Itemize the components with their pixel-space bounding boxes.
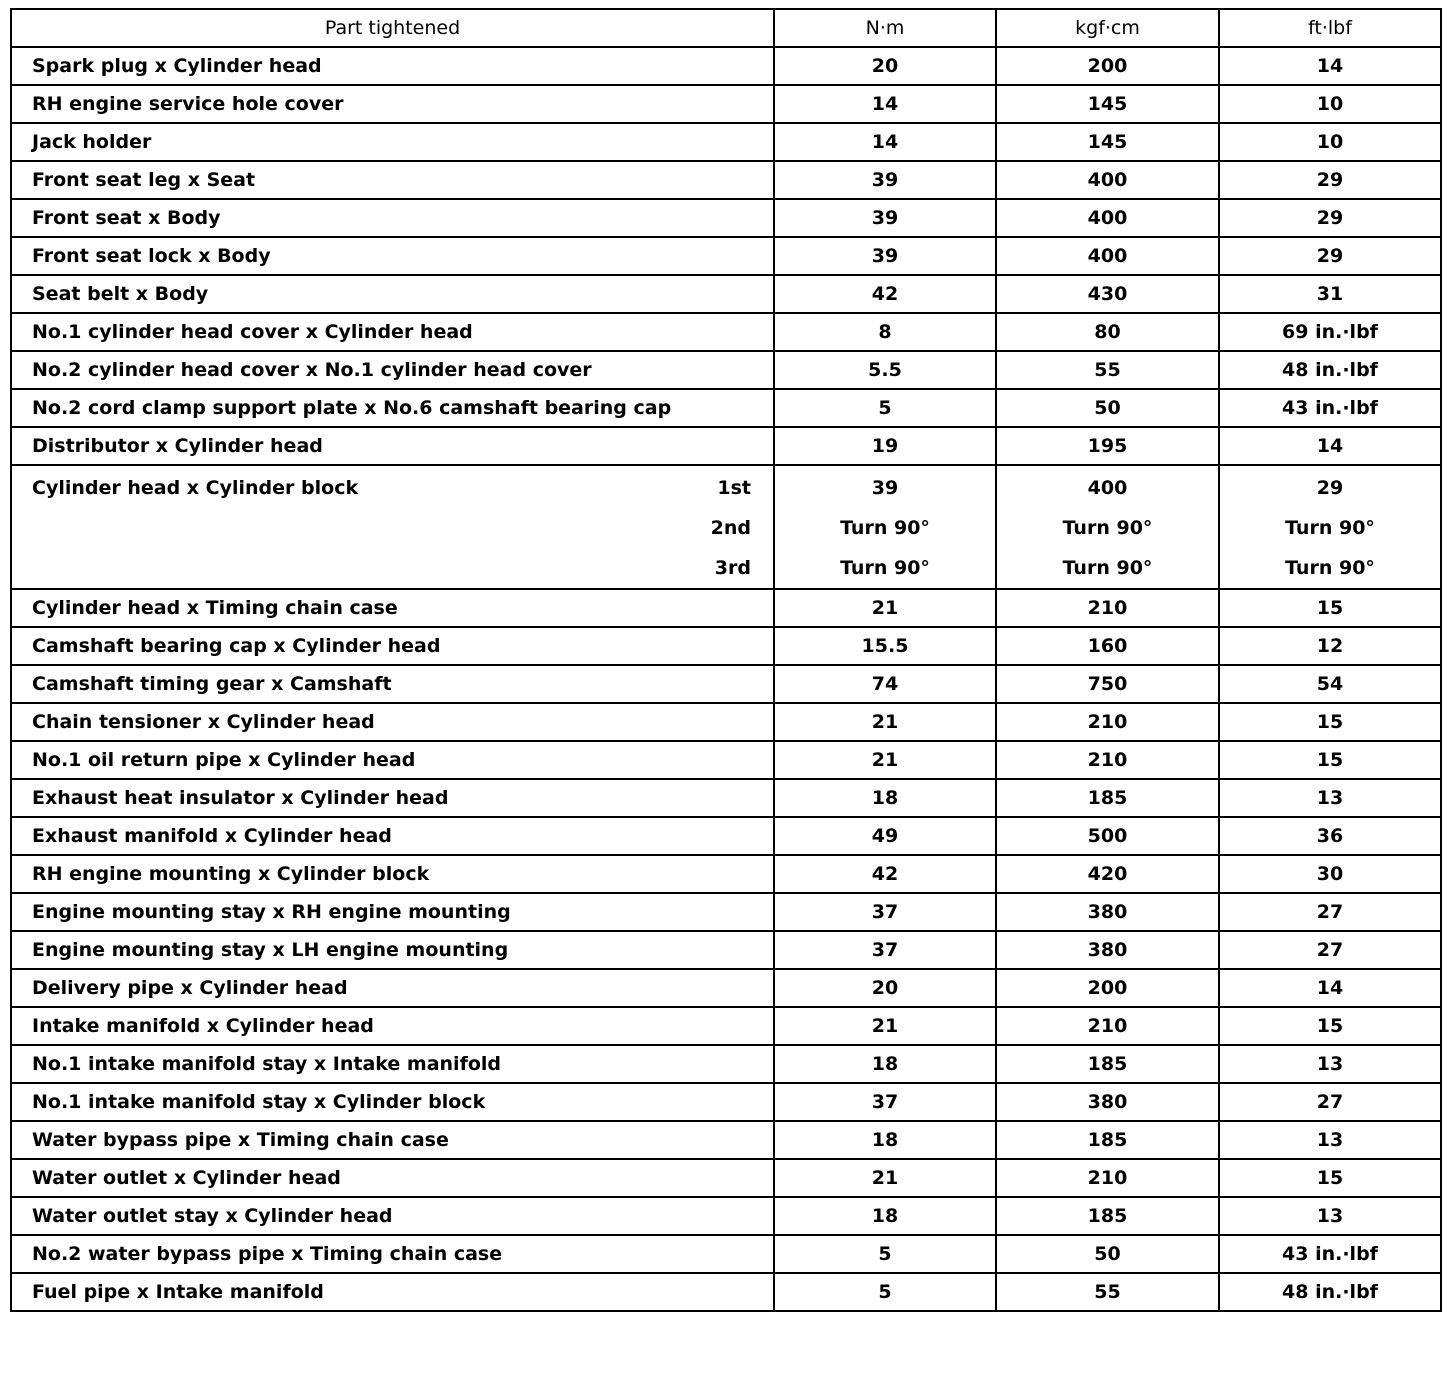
table-row [11, 351, 1441, 389]
ftlbf-value: 43 in.·lbf [1219, 389, 1441, 427]
ftlbf-value: 10 [1219, 123, 1441, 161]
part-name: Chain tensioner x Cylinder head [11, 703, 774, 741]
kgf-value: 380 [996, 1083, 1219, 1121]
part-name: Cylinder head x Cylinder block [32, 477, 359, 499]
part-name: Intake manifold x Cylinder head [11, 1007, 774, 1045]
nm-value: 5.5 [774, 351, 996, 389]
part-name: Engine mounting stay x LH engine mounting [11, 931, 774, 969]
ftlbf-value: 27 [1219, 931, 1441, 969]
nm-value: 21 [774, 589, 996, 627]
kgf-value: 420 [996, 855, 1219, 893]
nm-value: 21 [774, 1159, 996, 1197]
header-kgf-cm: kgf·cm [996, 9, 1219, 47]
nm-value: 8 [774, 313, 996, 351]
kgf-value: 210 [996, 1159, 1219, 1197]
table-body [11, 47, 1441, 1311]
table-row [11, 161, 1441, 199]
kgf-value: 160 [996, 627, 1219, 665]
ftlbf-value: 15 [1219, 589, 1441, 627]
nm-value: 5 [774, 1273, 996, 1311]
kgf-value: 500 [996, 817, 1219, 855]
part-name: Front seat lock x Body [11, 237, 774, 275]
nm-value: 39 [774, 161, 996, 199]
part-name: Water outlet x Cylinder head [11, 1159, 774, 1197]
part-name: Front seat leg x Seat [11, 161, 774, 199]
table-row [11, 779, 1441, 817]
step-label: 1st [717, 477, 751, 499]
table-row [11, 123, 1441, 161]
kgf-value: 80 [996, 313, 1219, 351]
part-name: RH engine service hole cover [11, 85, 774, 123]
ftlbf-value: 15 [1219, 703, 1441, 741]
ftlbf-value: 13 [1219, 1045, 1441, 1083]
table-row [11, 1045, 1441, 1083]
nm-value: 39 [774, 199, 996, 237]
part-name: Spark plug x Cylinder head [11, 47, 774, 85]
nm-value: 42 [774, 855, 996, 893]
step-label: 3rd [714, 557, 751, 579]
header-ft-lbf: ft·lbf [1219, 9, 1441, 47]
part-name: Seat belt x Body [11, 275, 774, 313]
nm-value: 14 [774, 123, 996, 161]
table-row [11, 855, 1441, 893]
kgf-value: 185 [996, 779, 1219, 817]
ftlbf-value: 13 [1219, 1197, 1441, 1235]
table-row [11, 589, 1441, 627]
ftlbf-value: 69 in.·lbf [1219, 313, 1441, 351]
nm-value: 5 [774, 389, 996, 427]
nm-value: 37 [774, 893, 996, 931]
kgf-value: 185 [996, 1197, 1219, 1235]
part-name: No.2 cord clamp support plate x No.6 camshaft bearing cap [11, 389, 774, 427]
nm-value: 39 [774, 237, 996, 275]
part-name: Camshaft timing gear x Camshaft [11, 665, 774, 703]
ftlbf-value: 30 [1219, 855, 1441, 893]
part-cell [11, 465, 774, 589]
part-name: Engine mounting stay x RH engine mounting [11, 893, 774, 931]
part-name: No.1 cylinder head cover x Cylinder head [11, 313, 774, 351]
kgf-value: 185 [996, 1121, 1219, 1159]
ftlbf-value: Turn 90° [1285, 557, 1375, 579]
nm-value: 19 [774, 427, 996, 465]
part-name: RH engine mounting x Cylinder block [11, 855, 774, 893]
part-name: Fuel pipe x Intake manifold [11, 1273, 774, 1311]
part-name: Delivery pipe x Cylinder head [11, 969, 774, 1007]
ftlbf-value: 43 in.·lbf [1219, 1235, 1441, 1273]
kgf-value: 210 [996, 1007, 1219, 1045]
part-name: Distributor x Cylinder head [11, 427, 774, 465]
table-row [11, 703, 1441, 741]
kgf-value: 50 [996, 1235, 1219, 1273]
table-row [11, 275, 1441, 313]
kgf-value: 380 [996, 931, 1219, 969]
part-name: No.2 water bypass pipe x Timing chain case [11, 1235, 774, 1273]
header-nm: N·m [774, 9, 996, 47]
nm-value: Turn 90° [840, 517, 930, 539]
torque-spec-table [10, 8, 1442, 1312]
ftlbf-value: 48 in.·lbf [1219, 1273, 1441, 1311]
kgf-value: 210 [996, 703, 1219, 741]
kgf-value: Turn 90° [1062, 557, 1153, 579]
ftlbf-value: 15 [1219, 1159, 1441, 1197]
part-name: Jack holder [11, 123, 774, 161]
part-name: No.1 intake manifold stay x Intake manifold [11, 1045, 774, 1083]
ftlbf-value: 31 [1219, 275, 1441, 313]
kgf-value: Turn 90° [1062, 517, 1153, 539]
part-name: No.1 intake manifold stay x Cylinder block [11, 1083, 774, 1121]
ftlbf-value: 14 [1219, 427, 1441, 465]
ftlbf-value: 29 [1219, 237, 1441, 275]
part-name: Camshaft bearing cap x Cylinder head [11, 627, 774, 665]
ftlbf-value: 36 [1219, 817, 1441, 855]
nm-value: 14 [774, 85, 996, 123]
kgf-value: 400 [996, 199, 1219, 237]
ftlbf-value: 12 [1219, 627, 1441, 665]
nm-value: 39 [871, 477, 899, 499]
nm-value: 42 [774, 275, 996, 313]
ftlbf-value: 54 [1219, 665, 1441, 703]
nm-value: 20 [774, 47, 996, 85]
table-row [11, 47, 1441, 85]
header-part-tightened: Part tightened [11, 9, 774, 47]
table-row [11, 1273, 1441, 1311]
table-row [11, 741, 1441, 779]
nm-value: 21 [774, 1007, 996, 1045]
kgf-value: 380 [996, 893, 1219, 931]
step-list [711, 468, 773, 588]
ftlbf-value: 27 [1219, 893, 1441, 931]
nm-value: 18 [774, 1121, 996, 1159]
table-row [11, 199, 1441, 237]
kgf-value: 400 [1087, 477, 1128, 499]
table-row [11, 1197, 1441, 1235]
kgf-value: 200 [996, 47, 1219, 85]
step-label: 2nd [710, 517, 751, 539]
kgf-value: 145 [996, 123, 1219, 161]
ftlbf-value: 29 [1219, 199, 1441, 237]
table-row [11, 931, 1441, 969]
kgf-value: 50 [996, 389, 1219, 427]
nm-value: 74 [774, 665, 996, 703]
part-name: Exhaust manifold x Cylinder head [11, 817, 774, 855]
ftlbf-value: 13 [1219, 1121, 1441, 1159]
nm-value: Turn 90° [840, 557, 930, 579]
table-row [11, 313, 1441, 351]
part-name: Water outlet stay x Cylinder head [11, 1197, 774, 1235]
nm-value: 5 [774, 1235, 996, 1273]
part-name: No.2 cylinder head cover x No.1 cylinder head cover [11, 351, 774, 389]
ftlbf-value: 15 [1219, 1007, 1441, 1045]
ftlbf-value: 14 [1219, 47, 1441, 85]
header-row [11, 9, 1441, 47]
table-row [11, 665, 1441, 703]
nm-value: 21 [774, 703, 996, 741]
table-row [11, 817, 1441, 855]
nm-value: 20 [774, 969, 996, 1007]
table-row [11, 1083, 1441, 1121]
ftlbf-value: 48 in.·lbf [1219, 351, 1441, 389]
kgf-value: 200 [996, 969, 1219, 1007]
nm-value: 49 [774, 817, 996, 855]
kgf-value: 185 [996, 1045, 1219, 1083]
kgf-value: 210 [996, 741, 1219, 779]
ftlbf-cell [1219, 465, 1441, 589]
table-row [11, 237, 1441, 275]
kgf-value: 400 [996, 161, 1219, 199]
nm-value: 18 [774, 1197, 996, 1235]
table-row [11, 1121, 1441, 1159]
ftlbf-value: 29 [1219, 161, 1441, 199]
table-row [11, 1159, 1441, 1197]
nm-value: 37 [774, 1083, 996, 1121]
table-row [11, 389, 1441, 427]
nm-value: 37 [774, 931, 996, 969]
ftlbf-value: 29 [1316, 477, 1344, 499]
table-row [11, 465, 1441, 589]
ftlbf-value: 14 [1219, 969, 1441, 1007]
part-name: Exhaust heat insulator x Cylinder head [11, 779, 774, 817]
kgf-value: 55 [996, 1273, 1219, 1311]
part-name: Water bypass pipe x Timing chain case [11, 1121, 774, 1159]
kgf-cell [996, 465, 1219, 589]
table-row [11, 627, 1441, 665]
nm-cell [774, 465, 996, 589]
ftlbf-value: 15 [1219, 741, 1441, 779]
nm-value: 18 [774, 1045, 996, 1083]
kgf-value: 750 [996, 665, 1219, 703]
part-name: Cylinder head x Timing chain case [11, 589, 774, 627]
nm-value: 15.5 [774, 627, 996, 665]
table-row [11, 893, 1441, 931]
table-row [11, 427, 1441, 465]
part-name: No.1 oil return pipe x Cylinder head [11, 741, 774, 779]
table-row [11, 1235, 1441, 1273]
part-name: Front seat x Body [11, 199, 774, 237]
kgf-value: 195 [996, 427, 1219, 465]
ftlbf-value: Turn 90° [1285, 517, 1375, 539]
table-row [11, 1007, 1441, 1045]
table-row [11, 85, 1441, 123]
ftlbf-value: 27 [1219, 1083, 1441, 1121]
nm-value: 21 [774, 741, 996, 779]
kgf-value: 210 [996, 589, 1219, 627]
ftlbf-value: 10 [1219, 85, 1441, 123]
kgf-value: 430 [996, 275, 1219, 313]
kgf-value: 145 [996, 85, 1219, 123]
kgf-value: 55 [996, 351, 1219, 389]
kgf-value: 400 [996, 237, 1219, 275]
table-row [11, 969, 1441, 1007]
nm-value: 18 [774, 779, 996, 817]
ftlbf-value: 13 [1219, 779, 1441, 817]
